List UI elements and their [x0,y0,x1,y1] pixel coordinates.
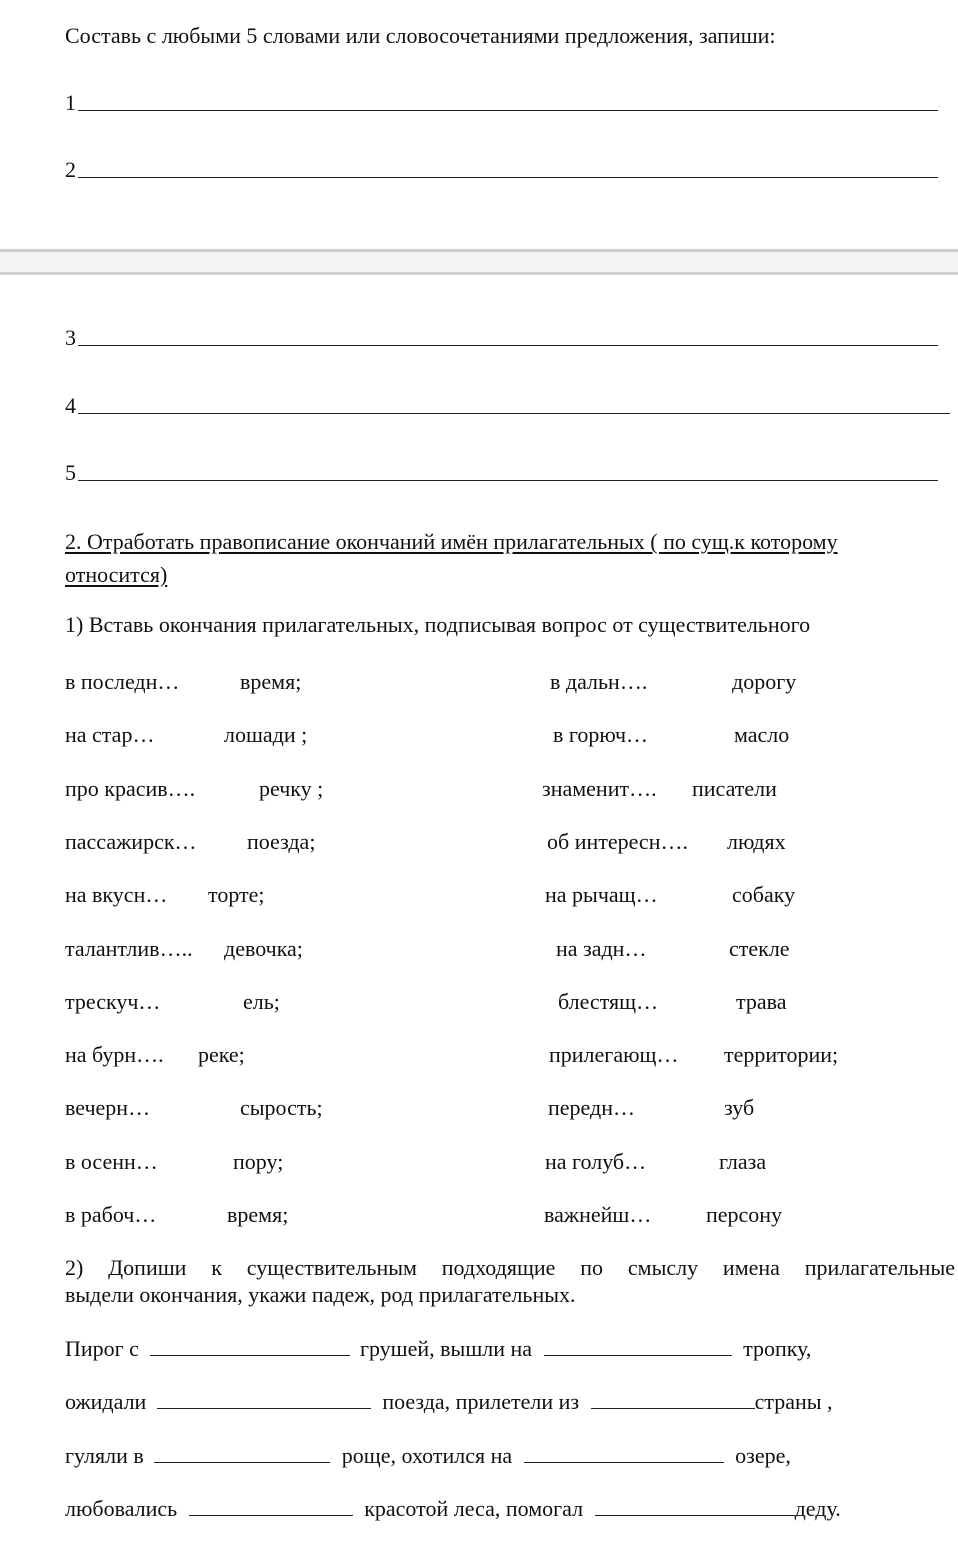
underline [78,110,938,111]
fill-blank[interactable] [150,1337,350,1356]
fill-blank[interactable] [154,1444,330,1463]
fill-text: Пирог с [65,1336,139,1361]
fill-row-1 [65,1336,811,1362]
fill-text: красотой леса, помогал [364,1496,584,1521]
writing-line-4[interactable] [65,393,950,419]
line-number: 5 [65,460,76,485]
left-noun: ель; [243,989,280,1014]
fill-row-3 [65,1443,791,1469]
underline [78,345,938,346]
fill-row-4 [65,1496,841,1522]
intro-text: Составь с любыми 5 словами или словосочетаниями предложения, запиши: [65,23,776,48]
left-noun: лошади ; [224,722,308,747]
left-adjective: на бурн…. [65,1042,164,1067]
left-adjective: в рабоч… [65,1202,157,1227]
fill-text: роще, охотился на [341,1443,513,1468]
right-adjective: прилегающ… [549,1042,679,1067]
left-adjective: в осенн… [65,1149,158,1174]
right-noun: стекле [729,936,790,961]
left-noun: речку ; [259,776,324,801]
right-adjective: об интересн…. [547,829,688,854]
line-number: 4 [65,393,76,418]
task2-instruction-line1: 2) Допиши к существительным подходящие по смыслу имена прилагательные [65,1255,955,1280]
fill-text: деду. [794,1496,841,1521]
fill-blank[interactable] [157,1390,371,1409]
section-heading-line1: 2. Отработать правописание окончаний имён прилагательных ( по сущ.к которому [65,529,838,554]
task1-title: 1) Вставь окончания прилагательных, подписывая вопрос от существительного [65,612,811,637]
left-noun: поезда; [247,829,316,854]
right-noun: трава [736,989,787,1014]
section-heading-line2: относится) [65,562,168,587]
line-number: 3 [65,325,76,350]
left-adjective: пассажирск… [65,829,197,854]
right-noun: зуб [724,1095,755,1120]
right-adjective: передн… [548,1095,635,1120]
right-adjective: в дальн…. [550,669,648,694]
writing-line-2[interactable] [65,157,938,183]
right-adjective: важнейш… [544,1202,652,1227]
fill-text: озере, [735,1443,791,1468]
left-noun: торте; [208,882,265,907]
left-adjective: вечерн… [65,1095,151,1120]
right-noun: масло [734,722,790,747]
fill-text: гуляли в [65,1443,144,1468]
fill-text: грушей, вышли на [359,1336,533,1361]
left-noun: реке; [198,1042,245,1067]
line-number: 1 [65,90,76,115]
right-adjective: на рычащ… [545,882,658,907]
right-noun: дорогу [732,669,797,694]
right-noun: людях [727,829,786,854]
right-adjective: на задн… [556,936,647,961]
left-adjective: трескуч… [65,989,161,1014]
line-number: 2 [65,157,76,182]
right-noun: персону [706,1202,783,1227]
underline [78,413,950,414]
right-noun: писатели [692,776,777,801]
right-adjective: блестящ… [558,989,659,1014]
right-adjective: на голуб… [545,1149,647,1174]
underline [78,177,938,178]
left-adjective: про красив…. [65,776,196,801]
task2-instruction-line2: выдели окончания, укажи падеж, род прилагательных. [65,1282,576,1307]
left-adjective: талантлив….. [65,936,193,961]
left-adjective: на стар… [65,722,155,747]
fill-blank[interactable] [189,1497,353,1516]
writing-line-5[interactable] [65,460,938,486]
right-noun: территории; [724,1042,839,1067]
right-noun: собаку [732,882,796,907]
writing-line-3[interactable] [65,325,938,351]
fill-text: страны , [754,1389,833,1414]
right-adjective: в горюч… [553,722,649,747]
underline [78,480,938,481]
page-break [0,249,958,275]
fill-text: ожидали [65,1389,147,1414]
fill-blank[interactable] [524,1444,724,1463]
fill-text: поезда, прилетели из [382,1389,580,1414]
left-adjective: в последн… [65,669,180,694]
left-noun: девочка; [224,936,303,961]
fill-blank[interactable] [544,1337,732,1356]
left-adjective: на вкусн… [65,882,168,907]
left-noun: сырость; [240,1095,323,1120]
fill-text: тропку, [743,1336,812,1361]
right-adjective: знаменит…. [542,776,657,801]
fill-text: любовались [65,1496,178,1521]
left-noun: время; [227,1202,289,1227]
fill-blank[interactable] [595,1497,795,1516]
right-noun: глаза [719,1149,767,1174]
left-noun: пору; [233,1149,284,1174]
fill-blank[interactable] [591,1390,755,1409]
fill-row-2 [65,1389,833,1415]
left-noun: время; [240,669,302,694]
writing-line-1[interactable] [65,90,938,116]
